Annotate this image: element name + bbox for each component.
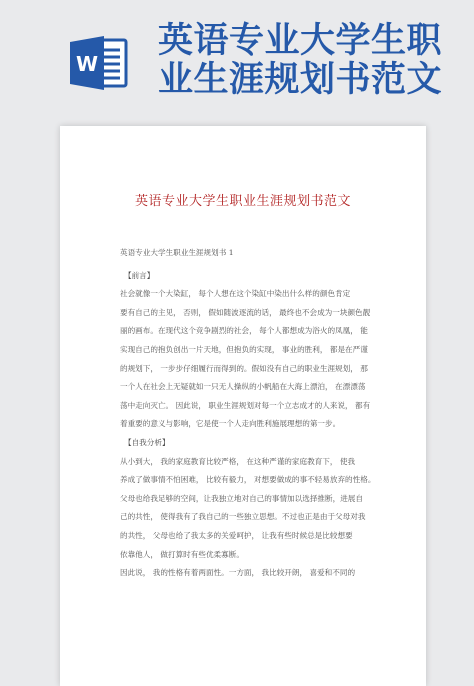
section-heading-preface: 【前言】	[124, 270, 155, 280]
document-title: 英语专业大学生职业生涯规划书范文	[134, 194, 351, 209]
document-body	[120, 244, 412, 583]
paragraph-line: 的规划下， 一步步仔细履行而得到的。假如没有自己的职业生涯规划， 那	[120, 363, 368, 373]
paragraph-line: 因此说， 我的性格有着两面性。一方面， 我比较开朗， 喜爱和不同的	[120, 568, 356, 578]
paragraph-line: 实现自己的抱负创出一片天地，但抱负的实现， 事业的胜利， 都是在严谨	[120, 344, 368, 354]
page-title-line-2: 业生涯规划书范文	[158, 60, 443, 100]
word-document-icon	[68, 32, 130, 94]
section-heading-self-analysis: 【自我分析】	[124, 437, 170, 447]
paragraph-line: 荡中走向灭亡。 因此说， 职业生涯规划对每一个立志成才的人来说， 都有	[120, 400, 371, 410]
paragraph-line: 父母也给我足够的空间，让我独立地对自己的事情加以选择推断，进展自	[120, 493, 363, 503]
paragraph-line: 己的共性， 使得我有了我自己的一些独立思想。不过也正是由于父母对我	[120, 512, 366, 522]
paragraph-line: 要有自己的主见， 否则， 假如随波逐流的话， 最终也不会成为一块颜色靓	[120, 307, 371, 317]
paragraph-line: 的共性， 父母也给了我太多的关爱呵护， 让我有些时候总是比较想要	[120, 530, 353, 540]
word-logo-letter: W	[75, 52, 99, 76]
paragraph-line: 着重要的意义与影响，它是使一个人走向胜利施展理想的第一步。	[120, 419, 341, 429]
paragraph-line: 丽的画布。在现代这个竞争剧烈的社会， 每个人都想成为浴火的凤凰， 能	[120, 326, 368, 336]
document-page	[60, 126, 426, 686]
paragraph-line: 一个人在社会上无疑就如一只无人操纵的小帆船在大海上漂泊， 在漂漂荡	[120, 382, 366, 392]
page-title-line-1: 英语专业大学生职	[158, 21, 443, 61]
paragraph-line: 依靠他人， 做打算时有些优柔寡断。	[120, 549, 244, 559]
document-subtitle: 英语专业大学生职业生涯规划书 1	[120, 248, 234, 257]
paragraph-line: 养成了做事情不怕困难， 比较有毅力， 对想要做成的事不轻易放弃的性格。	[120, 475, 376, 485]
paragraph-line: 从小到大， 我的家庭教育比较严格， 在这种严谨的家庭教育下， 使我	[120, 456, 356, 466]
paragraph-line: 社会就像一个大染缸， 每个人想在这个染缸中染出什么样的颜色肯定	[120, 289, 351, 299]
page-title	[158, 22, 458, 100]
page-header	[0, 0, 474, 120]
